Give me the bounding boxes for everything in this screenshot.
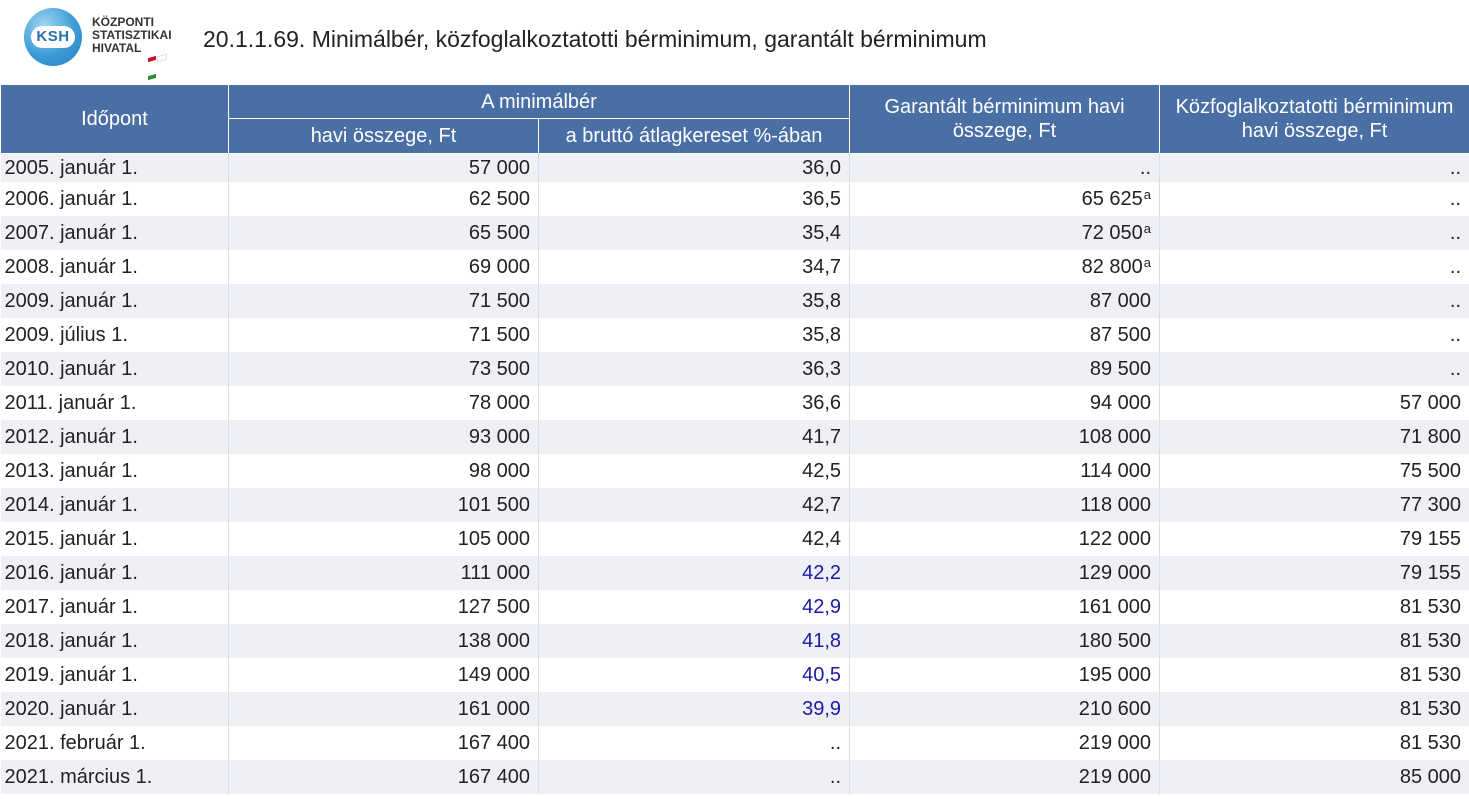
- flag-icon: [148, 48, 174, 54]
- data-table: [0, 84, 1469, 794]
- cell-date: 2015. január 1.: [1, 522, 229, 556]
- cell-minwage: 111 000: [229, 556, 539, 590]
- table-row: [1, 352, 1469, 386]
- logo-line3: HIVATAL: [92, 41, 142, 55]
- guaranteed-value: ..: [1139, 156, 1152, 179]
- cell-guaranteed: [850, 692, 1160, 726]
- logo-emblem: [24, 8, 82, 66]
- cell-guaranteed: [850, 284, 1160, 318]
- cell-date: 2017. január 1.: [1, 590, 229, 624]
- cell-minwage-pct: 42,4: [539, 522, 850, 556]
- table-row: [1, 318, 1469, 352]
- cell-guaranteed: [850, 250, 1160, 284]
- cell-minwage-pct: 42,7: [539, 488, 850, 522]
- cell-minwage: 167 400: [229, 760, 539, 794]
- guaranteed-value: 114 000: [1080, 459, 1152, 482]
- cell-date: 2021. február 1.: [1, 726, 229, 760]
- cell-guaranteed: [850, 488, 1160, 522]
- table-row: [1, 154, 1469, 183]
- cell-guaranteed: [850, 154, 1160, 183]
- cell-minwage-pct: 35,4: [539, 216, 850, 250]
- table-row: [1, 760, 1469, 794]
- cell-minwage: 62 500: [229, 182, 539, 216]
- footnote-marker[interactable]: a: [1143, 220, 1152, 236]
- cell-public-work: 81 530: [1160, 624, 1469, 658]
- table-row: [1, 624, 1469, 658]
- cell-minwage: 71 500: [229, 284, 539, 318]
- col-header-minwage-monthly[interactable]: havi összege, Ft: [229, 119, 539, 154]
- cell-public-work: 81 530: [1160, 658, 1469, 692]
- cell-public-work: 57 000: [1160, 386, 1469, 420]
- cell-date: 2008. január 1.: [1, 250, 229, 284]
- cell-date: 2009. január 1.: [1, 284, 229, 318]
- cell-minwage-pct: 35,8: [539, 318, 850, 352]
- cell-public-work: ..: [1160, 154, 1469, 183]
- cell-date: 2005. január 1.: [1, 154, 229, 183]
- cell-date: 2020. január 1.: [1, 692, 229, 726]
- cell-minwage: 138 000: [229, 624, 539, 658]
- guaranteed-value: 210 600: [1078, 697, 1152, 720]
- guaranteed-value: 219 000: [1078, 731, 1152, 754]
- guaranteed-value: 118 000: [1080, 493, 1152, 516]
- cell-public-work: ..: [1160, 250, 1469, 284]
- table-row: [1, 216, 1469, 250]
- cell-minwage-pct: 35,8: [539, 284, 850, 318]
- guaranteed-value: 87 000: [1089, 289, 1152, 312]
- table-row: [1, 454, 1469, 488]
- col-header-guaranteed[interactable]: Garantált bérminimum havi összege, Ft: [850, 85, 1160, 154]
- cell-minwage-pct: 34,7: [539, 250, 850, 284]
- col-header-public-work[interactable]: Közfoglalkoztatotti bérminimum havi összege, Ft: [1160, 85, 1469, 154]
- cell-public-work: 81 530: [1160, 692, 1469, 726]
- cell-guaranteed: [850, 182, 1160, 216]
- cell-date: 2009. július 1.: [1, 318, 229, 352]
- guaranteed-value: 180 500: [1078, 629, 1152, 652]
- guaranteed-value: 87 500: [1089, 323, 1152, 346]
- guaranteed-value: 89 500: [1089, 357, 1152, 380]
- guaranteed-value: 219 000: [1078, 765, 1152, 788]
- cell-public-work: 77 300: [1160, 488, 1469, 522]
- table-row: [1, 692, 1469, 726]
- cell-guaranteed: [850, 454, 1160, 488]
- cell-date: 2018. január 1.: [1, 624, 229, 658]
- guaranteed-value: 195 000: [1078, 663, 1152, 686]
- cell-public-work: 75 500: [1160, 454, 1469, 488]
- page-header: [0, 0, 1469, 84]
- cell-date: 2014. január 1.: [1, 488, 229, 522]
- ksh-logo[interactable]: [24, 8, 184, 72]
- cell-minwage: 71 500: [229, 318, 539, 352]
- cell-minwage-pct: 36,5: [539, 182, 850, 216]
- cell-minwage-pct: 36,0: [539, 154, 850, 183]
- cell-public-work: ..: [1160, 216, 1469, 250]
- cell-minwage-pct: 36,6: [539, 386, 850, 420]
- cell-guaranteed: [850, 386, 1160, 420]
- cell-minwage: 93 000: [229, 420, 539, 454]
- table-row: [1, 420, 1469, 454]
- footnote-marker[interactable]: a: [1143, 186, 1152, 202]
- cell-minwage: 65 500: [229, 216, 539, 250]
- cell-minwage-pct: 41,7: [539, 420, 850, 454]
- cell-minwage: 78 000: [229, 386, 539, 420]
- cell-date: 2006. január 1.: [1, 182, 229, 216]
- cell-guaranteed: [850, 624, 1160, 658]
- cell-minwage: 73 500: [229, 352, 539, 386]
- guaranteed-value: 129 000: [1078, 561, 1152, 584]
- cell-minwage-pct: 36,3: [539, 352, 850, 386]
- cell-date: 2021. március 1.: [1, 760, 229, 794]
- cell-guaranteed: [850, 590, 1160, 624]
- cell-minwage-pct: 42,5: [539, 454, 850, 488]
- cell-minwage-pct: 40,5: [539, 658, 850, 692]
- logo-line2: STATISZTIKAI: [92, 28, 172, 42]
- table-row: [1, 590, 1469, 624]
- cell-minwage: 57 000: [229, 154, 539, 183]
- page-title: 20.1.1.69. Minimálbér, közfoglalkoztatotti bérminimum, garantált bérminimum: [203, 26, 987, 52]
- cell-minwage: 69 000: [229, 250, 539, 284]
- table-row: [1, 726, 1469, 760]
- logo-abbr: KSH: [31, 26, 75, 48]
- logo-line1: KÖZPONTI: [92, 15, 154, 29]
- cell-public-work: ..: [1160, 182, 1469, 216]
- col-group-minwage: A minimálbér: [229, 85, 850, 119]
- cell-minwage: 167 400: [229, 726, 539, 760]
- table-header: [1, 85, 1469, 154]
- guaranteed-value: 72 050: [1081, 221, 1143, 244]
- cell-date: 2007. január 1.: [1, 216, 229, 250]
- cell-guaranteed: [850, 420, 1160, 454]
- guaranteed-value: 161 000: [1078, 595, 1152, 618]
- cell-date: 2010. január 1.: [1, 352, 229, 386]
- cell-minwage: 101 500: [229, 488, 539, 522]
- cell-minwage: 105 000: [229, 522, 539, 556]
- table-row: [1, 556, 1469, 590]
- cell-date: 2016. január 1.: [1, 556, 229, 590]
- guaranteed-value: 108 000: [1078, 425, 1152, 448]
- cell-guaranteed: [850, 556, 1160, 590]
- table-row: [1, 488, 1469, 522]
- cell-public-work: ..: [1160, 284, 1469, 318]
- guaranteed-value: 122 000: [1078, 527, 1152, 550]
- cell-date: 2013. január 1.: [1, 454, 229, 488]
- cell-date: 2011. január 1.: [1, 386, 229, 420]
- cell-minwage-pct: ..: [539, 760, 850, 794]
- cell-minwage: 161 000: [229, 692, 539, 726]
- footnote-marker[interactable]: a: [1143, 254, 1152, 270]
- table-row: [1, 182, 1469, 216]
- cell-guaranteed: [850, 726, 1160, 760]
- cell-minwage-pct: ..: [539, 726, 850, 760]
- table-row: [1, 522, 1469, 556]
- cell-guaranteed: [850, 216, 1160, 250]
- cell-public-work: ..: [1160, 352, 1469, 386]
- cell-minwage-pct: 42,9: [539, 590, 850, 624]
- cell-minwage-pct: 41,8: [539, 624, 850, 658]
- cell-guaranteed: [850, 318, 1160, 352]
- table-row: [1, 284, 1469, 318]
- col-header-date[interactable]: Időpont: [1, 85, 229, 154]
- table-row: [1, 250, 1469, 284]
- cell-public-work: 81 530: [1160, 726, 1469, 760]
- cell-public-work: ..: [1160, 318, 1469, 352]
- cell-public-work: 71 800: [1160, 420, 1469, 454]
- cell-public-work: 79 155: [1160, 556, 1469, 590]
- cell-guaranteed: [850, 760, 1160, 794]
- cell-guaranteed: [850, 658, 1160, 692]
- col-header-minwage-pct[interactable]: a bruttó átlagkereset %-ában: [539, 119, 850, 154]
- cell-public-work: 79 155: [1160, 522, 1469, 556]
- guaranteed-value: 94 000: [1089, 391, 1152, 414]
- cell-minwage-pct: 42,2: [539, 556, 850, 590]
- table-body: [1, 154, 1469, 795]
- cell-guaranteed: [850, 352, 1160, 386]
- cell-minwage: 127 500: [229, 590, 539, 624]
- cell-minwage: 149 000: [229, 658, 539, 692]
- guaranteed-value: 65 625: [1081, 187, 1143, 210]
- cell-date: 2019. január 1.: [1, 658, 229, 692]
- cell-date: 2012. január 1.: [1, 420, 229, 454]
- cell-guaranteed: [850, 522, 1160, 556]
- cell-minwage-pct: 39,9: [539, 692, 850, 726]
- table-row: [1, 386, 1469, 420]
- guaranteed-value: 82 800: [1081, 255, 1143, 278]
- cell-public-work: 85 000: [1160, 760, 1469, 794]
- cell-minwage: 98 000: [229, 454, 539, 488]
- table-row: [1, 658, 1469, 692]
- cell-public-work: 81 530: [1160, 590, 1469, 624]
